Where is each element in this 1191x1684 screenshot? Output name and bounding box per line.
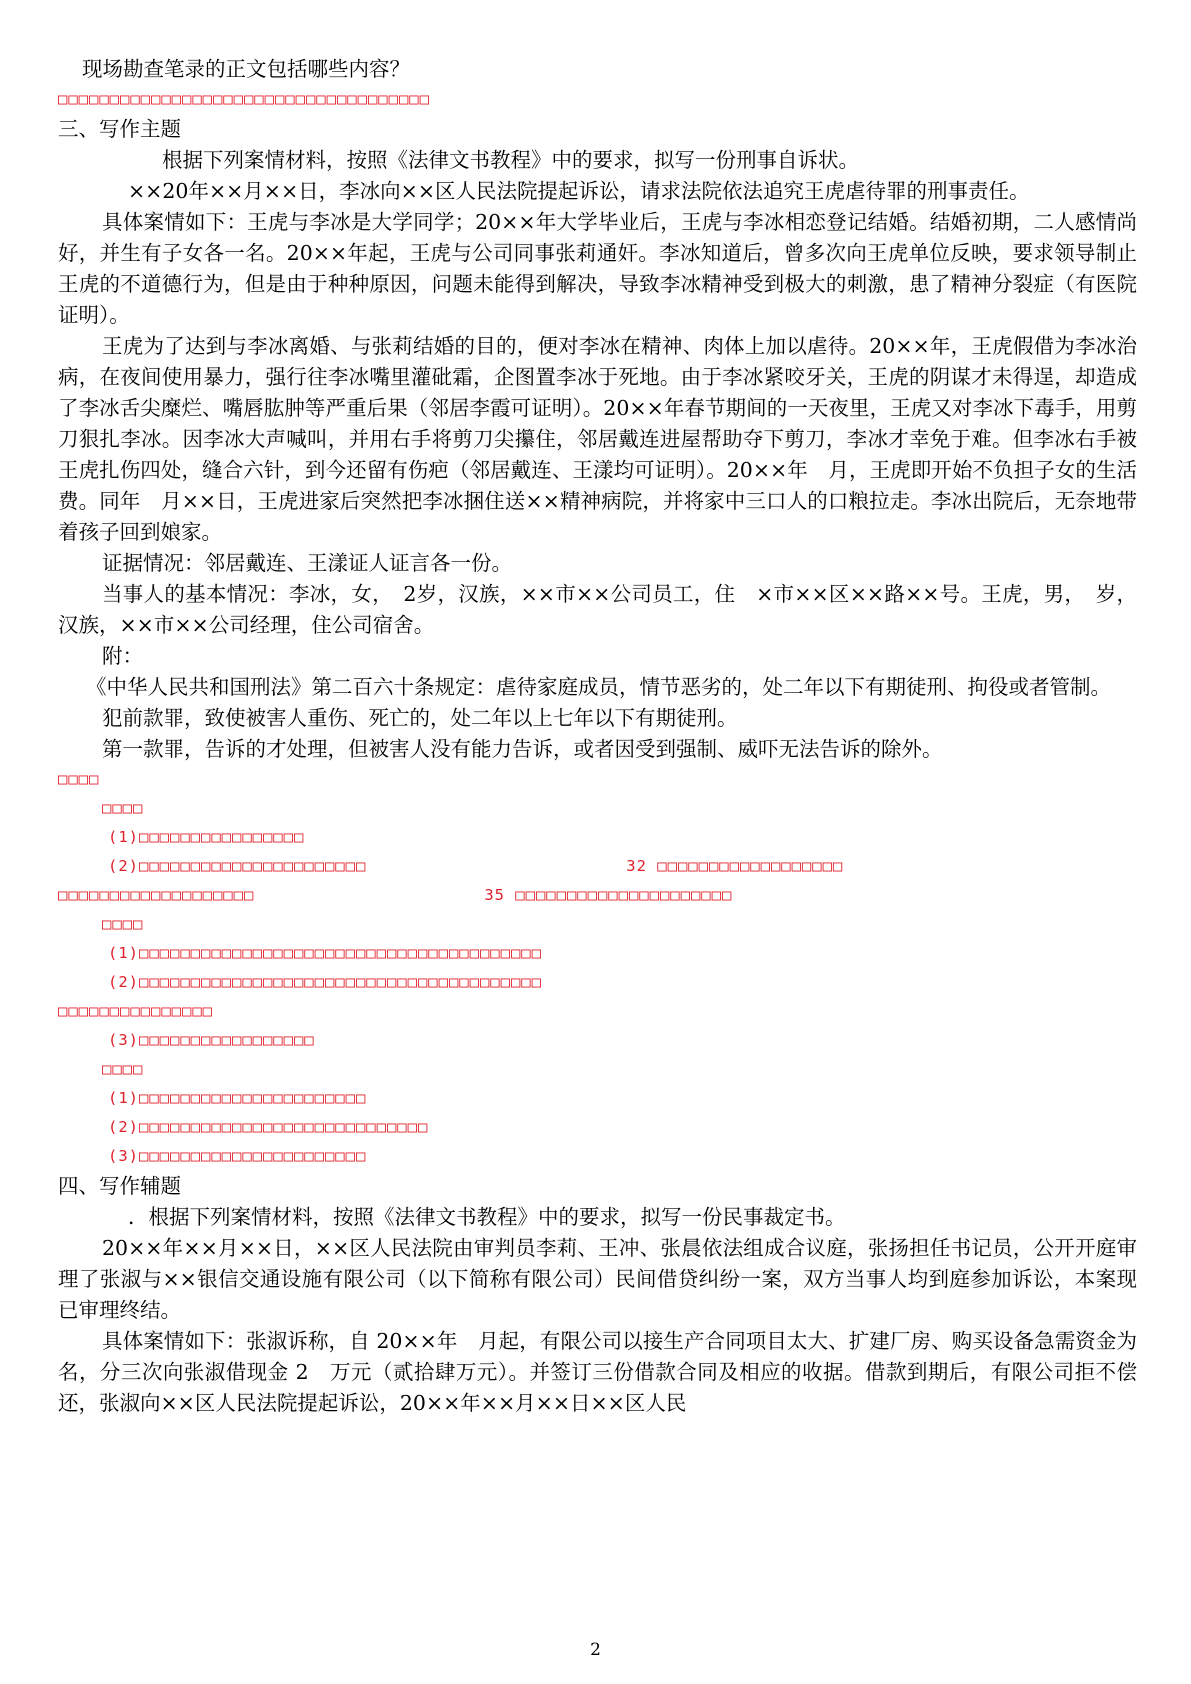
page-number: 2 <box>590 1640 601 1660</box>
section3-evidence: 证据情况：邻居戴连、王漾证人证言各一份。 <box>102 551 512 575</box>
answer-group3-title: □□□□ <box>102 1060 144 1078</box>
answer-group1-item2-part2: 32 □□□□□□□□□□□□□□□□□□ <box>626 857 844 875</box>
answer-group2-item3: (3)□□□□□□□□□□□□□□□□□ <box>108 1031 315 1049</box>
answer-group1-title: □□□□ <box>102 799 144 817</box>
answer-group1-item2-part4: 35 □□□□□□□□□□□□□□□□□□□□□ <box>484 886 733 904</box>
section3-law-clause3: 第一款罪，告诉的才处理，但被害人没有能力告诉，或者因受到强制、威吓无法告诉的除外。 <box>102 737 943 761</box>
answer-group1-item1: (1)□□□□□□□□□□□□□□□□ <box>108 828 305 846</box>
section3-annex-label: 附： <box>102 644 143 668</box>
section3-heading: 三、写作主题 <box>58 117 181 141</box>
answer-group1-item2-cont <box>58 881 1137 910</box>
section3-case-para1: 具体案情如下：王虎与李冰是大学同学；20××年大学毕业后，王虎与李冰相恋登记结婚。结婚初期，二人感情尚好，并生有子女各一名。20××年起，王虎与公司同事张莉通奸。李冰知道后，曾多次向王虎单位反映，要求领导制止王虎的不道德行为，但是由于种种原因，问题未能得到解决，导致李冰精神受到极大的刺激，患了精神分裂症（有医院证明）。 <box>58 210 1137 327</box>
section4-heading: 四、写作辅题 <box>58 1174 181 1198</box>
answer-group1-item2 <box>58 852 1137 881</box>
answer-group2-item2: (2)□□□□□□□□□□□□□□□□□□□□□□□□□□□□□□□□□□□□□□□ <box>108 973 542 991</box>
section3-case-para2: 王虎为了达到与李冰离婚、与张莉结婚的目的，便对李冰在精神、肉体上加以虐待。20××年，王虎假借为李冰治病，在夜间使用暴力，强行往李冰嘴里灌砒霜，企图置李冰于死地。由于李冰紧咬牙关，王虎的阴谋才未得逞，却造成了李冰舌尖糜烂、嘴唇肱肿等严重后果（邻居李霞可证明）。20××年春节期间的一天夜里，王虎又对李冰下毒手，用剪刀狠扎李冰。因李冰大声喊叫，并用右手将剪刀尖攥住，邻居戴连进屋帮助夺下剪刀，李冰才幸免于难。但李冰右手被王虎扎伤四处，缝合六针，到今还留有伤疤（邻居戴连、王漾均可证明）。20××年 月，王虎即开始不负担子女的生活费。同年 月××日，王虎进家后突然把李冰捆住送××精神病院，并将家中三口人的口粮拉走。李冰出院后，无奈地带着孩子回到娘家。 <box>58 334 1137 544</box>
answer-group2-item2-cont: □□□□□□□□□□□□□□□ <box>58 1002 213 1020</box>
answer-group3-item2: (2)□□□□□□□□□□□□□□□□□□□□□□□□□□□□ <box>108 1118 429 1136</box>
section4-task: ．根据下列案情材料，按照《法律文书教程》中的要求，拟写一份民事裁定书。 <box>128 1205 846 1229</box>
answer-placeholder: □□□□□□□□□□□□□□□□□□□□□□□□□□□□□□□□□□□□ <box>58 90 430 108</box>
section3-law-clause2: 犯前款罪，致使被害人重伤、死亡的，处二年以上七年以下有期徒刑。 <box>102 706 738 730</box>
section3-intro: ××20年××月××日，李冰向××区人民法院提起诉讼，请求法院依法追究王虎虐待罪的刑事责任。 <box>128 179 1030 203</box>
section3-task: 根据下列案情材料，按照《法律文书教程》中的要求，拟写一份刑事自诉状。 <box>162 148 859 172</box>
section4-intro: 20××年××月××日，××区人民法院由审判员李莉、王冲、张晨依法组成合议庭，张扬担任书记员，公开开庭审理了张淑与××银信交通设施有限公司（以下简称有限公司）民间借贷纠纷一案，双方当事人均到庭参加诉讼，本案现已审理终结。 <box>58 1236 1137 1322</box>
answer-title: □□□□ <box>58 770 100 788</box>
answer-group1-item2-part1: (2)□□□□□□□□□□□□□□□□□□□□□□ <box>108 857 367 875</box>
question-text: 现场勘查笔录的正文包括哪些内容？ <box>82 57 410 81</box>
section4-case-para1: 具体案情如下：张淑诉称，自 20××年 月起，有限公司以接生产合同项目太大、扩建厂房、购买设备急需资金为名，分三次向张淑借现金 2 万元（贰拾肆万元）。并签订三份借款合同及相应的收据。借款到期后，有限公司拒不偿还，张淑向××区人民法院提起诉讼，20××年××月××日××区人民 <box>58 1329 1137 1415</box>
answer-group2-item1: (1)□□□□□□□□□□□□□□□□□□□□□□□□□□□□□□□□□□□□□□□ <box>108 944 542 962</box>
answer-group3-item1: (1)□□□□□□□□□□□□□□□□□□□□□□ <box>108 1089 367 1107</box>
answer-group2-title: □□□□ <box>102 915 144 933</box>
answer-group1-item2-part3: □□□□□□□□□□□□□□□□□□□ <box>58 886 255 904</box>
answer-group3-item3: (3)□□□□□□□□□□□□□□□□□□□□□□ <box>108 1147 367 1165</box>
section3-law-article: 《中华人民共和国刑法》第二百六十条规定：虐待家庭成员，情节恶劣的，处二年以下有期徒刑、拘役或者管制。 <box>86 675 1111 699</box>
section3-parties: 当事人的基本情况：李冰，女， 2岁，汉族，××市××公司员工，住 ×市××区××路××号。王虎，男， 岁，汉族，××市××公司经理，住公司宿舍。 <box>58 582 1137 637</box>
